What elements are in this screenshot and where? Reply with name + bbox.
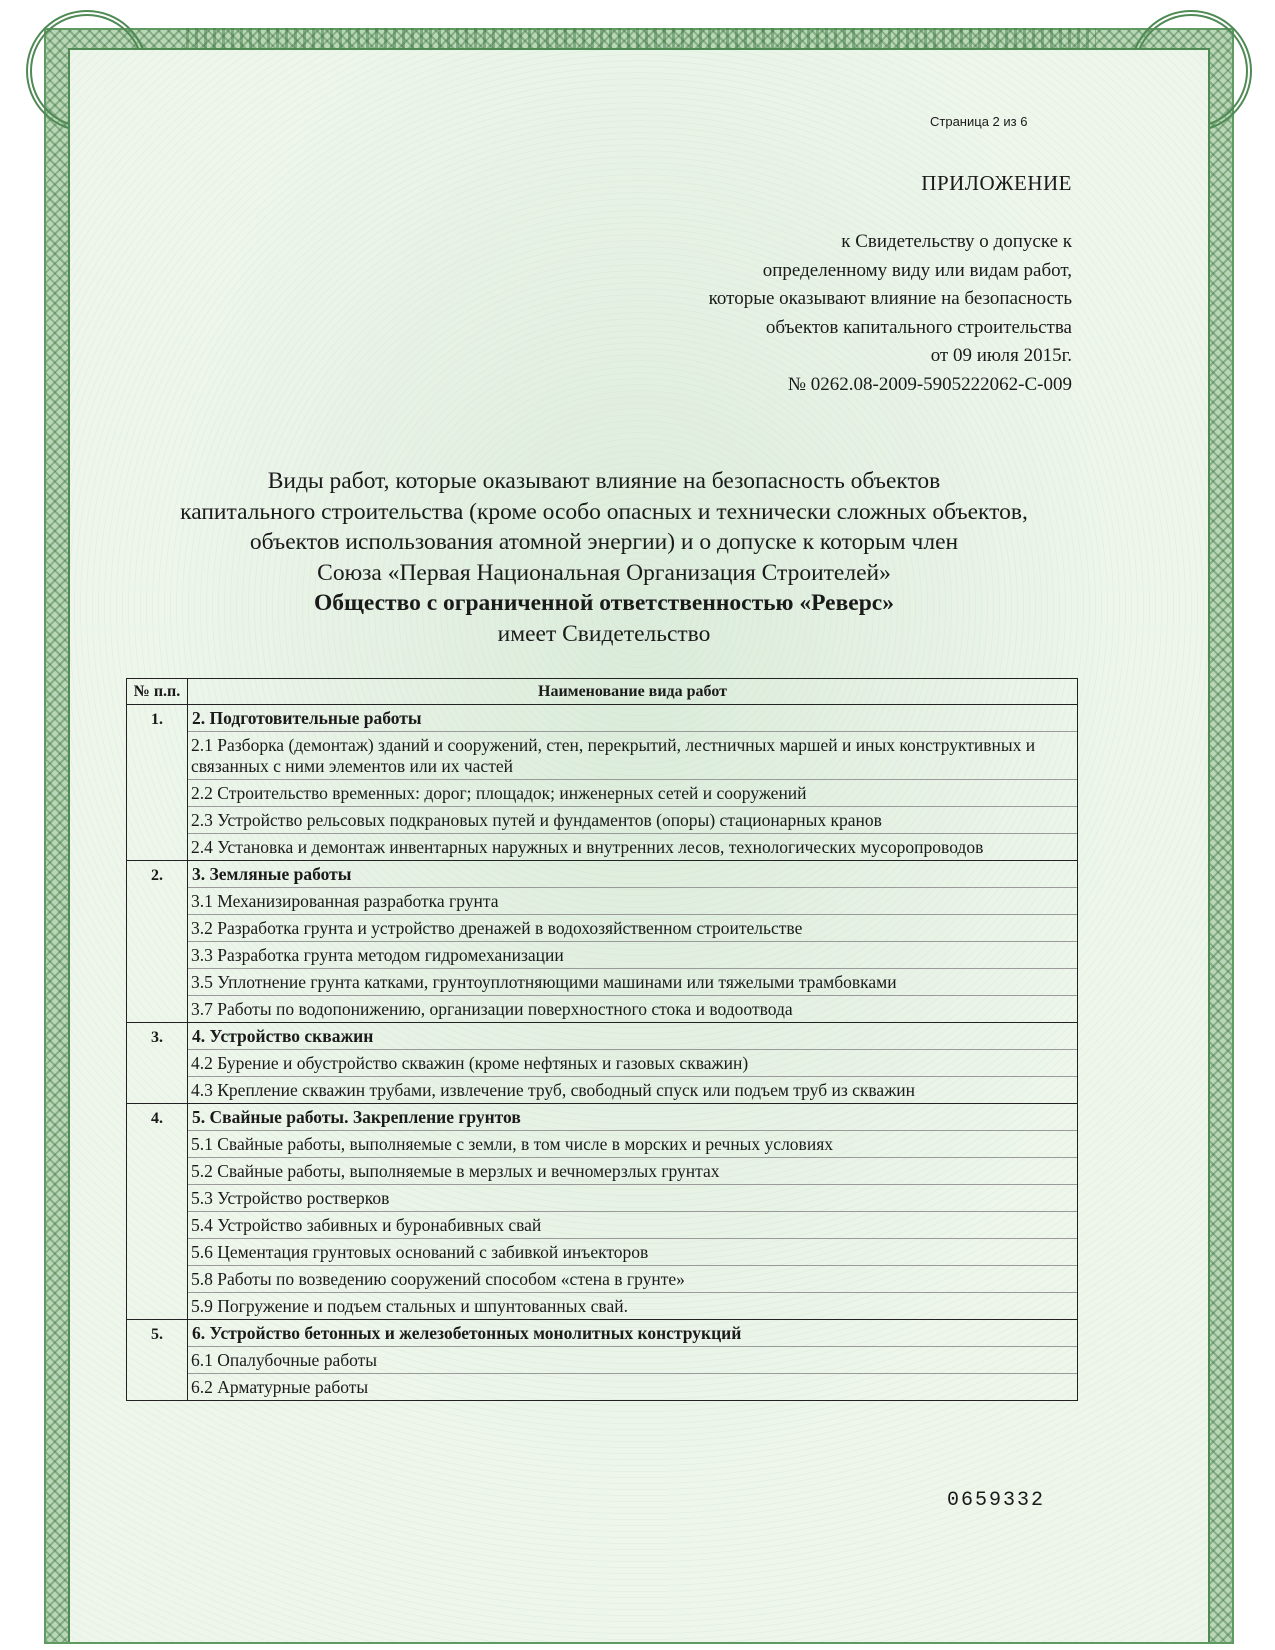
work-item: 5.1 Свайные работы, выполняемые с земли, в том числе в морских и речных условиях bbox=[188, 1130, 1077, 1157]
work-group-title: 5. Свайные работы. Закрепление грунтов bbox=[192, 1107, 521, 1127]
work-item: 4.3 Крепление скважин трубами, извлечение труб, свободный спуск или подъем труб из скважин bbox=[188, 1076, 1077, 1103]
table-row bbox=[127, 861, 1078, 1023]
work-group-title: 3. Земляные работы bbox=[192, 864, 352, 884]
row-number: 3. bbox=[127, 1023, 188, 1104]
work-item: 5.9 Погружение и подъем стальных и шпунтованных свай. bbox=[188, 1292, 1077, 1319]
work-group-cell bbox=[188, 705, 1078, 861]
work-item: 3.1 Механизированная разработка грунта bbox=[188, 887, 1077, 914]
heading-line: Виды работ, которые оказывают влияние на безопасность объектов bbox=[267, 468, 941, 494]
table-row bbox=[127, 1320, 1078, 1401]
heading-line: Союза «Первая Национальная Организация Строителей» bbox=[317, 559, 891, 586]
heading-line: объектов использования атомной энергии) и о допуске к которым член bbox=[249, 529, 959, 555]
work-group-cell bbox=[188, 861, 1078, 1023]
work-item: 2.2 Строительство временных: дорог; площадок; инженерных сетей и сооружений bbox=[188, 779, 1077, 806]
work-item: 6.2 Арматурные работы bbox=[188, 1373, 1077, 1400]
appendix-line: которые оказывают влияние на безопасность bbox=[708, 288, 1072, 309]
serial-number: 0659332 bbox=[947, 1489, 1046, 1512]
work-item: 2.4 Установка и демонтаж инвентарных наружных и внутренних лесов, технологических мусоропроводов bbox=[188, 833, 1077, 860]
work-group-cell bbox=[188, 1104, 1078, 1320]
table-row bbox=[127, 705, 1078, 861]
appendix-line: объектов капитального строительства bbox=[765, 316, 1072, 338]
table-body bbox=[127, 705, 1078, 1401]
organization-name: Общество с ограниченной ответственностью «Реверс» bbox=[314, 590, 894, 616]
work-item: 3.2 Разработка грунта и устройство дренажей в водохозяйственном строительстве bbox=[188, 914, 1077, 941]
work-group-title: 4. Устройство скважин bbox=[192, 1026, 374, 1046]
work-group-cell bbox=[188, 1320, 1078, 1401]
work-item: 2.1 Разборка (демонтаж) зданий и сооружений, стен, перекрытий, лестничных маршей и иных конструктивных и связанных с ними элементов или их частей bbox=[188, 731, 1077, 779]
table-header-row bbox=[127, 679, 1078, 705]
heading-line: капитального строительства (кроме особо опасных и технически сложных объектов, bbox=[180, 498, 1028, 525]
row-number: 5. bbox=[127, 1320, 188, 1401]
appendix-line: к Свидетельству о допуске к bbox=[841, 231, 1072, 252]
work-item: 2.3 Устройство рельсовых подкрановых путей и фундаментов (опоры) стационарных кранов bbox=[188, 806, 1077, 833]
row-number: 2. bbox=[127, 861, 188, 1023]
appendix-line: определенному виду или видам работ, bbox=[762, 259, 1072, 281]
works-table bbox=[126, 678, 1078, 1401]
work-group-title: 6. Устройство бетонных и железобетонных монолитных конструкций bbox=[192, 1323, 742, 1343]
appendix-date: от 09 июля 2015г. bbox=[930, 345, 1072, 366]
work-item: 5.8 Работы по возведению сооружений способом «стена в грунте» bbox=[188, 1265, 1077, 1292]
work-group-cell bbox=[188, 1023, 1078, 1104]
column-header-name: Наименование вида работ bbox=[188, 679, 1078, 705]
work-item: 4.2 Бурение и обустройство скважин (кроме нефтяных и газовых скважин) bbox=[188, 1049, 1077, 1076]
column-header-number: № п.п. bbox=[127, 679, 188, 705]
work-group-title: 2. Подготовительные работы bbox=[192, 708, 422, 728]
heading-line: имеет Свидетельство bbox=[497, 620, 711, 647]
table-row bbox=[127, 1023, 1078, 1104]
certificate-number: № 0262.08-2009-5905222062-С-009 bbox=[787, 373, 1072, 395]
work-item: 5.3 Устройство ростверков bbox=[188, 1184, 1077, 1211]
row-number: 4. bbox=[127, 1104, 188, 1320]
work-item: 3.5 Уплотнение грунта катками, грунтоуплотняющими машинами или тяжелыми трамбовками bbox=[188, 968, 1077, 995]
page-number: Страница 2 из 6 bbox=[930, 114, 1028, 129]
work-item: 5.6 Цементация грунтовых оснований с забивкой инъекторов bbox=[188, 1238, 1077, 1265]
table-row bbox=[127, 1104, 1078, 1320]
row-number: 1. bbox=[127, 705, 188, 861]
work-item: 5.4 Устройство забивных и буронабивных свай bbox=[188, 1211, 1077, 1238]
document-heading bbox=[44, 466, 1164, 649]
work-item: 5.2 Свайные работы, выполняемые в мерзлых и вечномерзлых грунтах bbox=[188, 1157, 1077, 1184]
appendix-title: ПРИЛОЖЕНИЕ bbox=[921, 171, 1072, 195]
work-item: 3.7 Работы по водопонижению, организации поверхностного стока и водоотвода bbox=[188, 995, 1077, 1022]
appendix-reference bbox=[709, 228, 1072, 399]
work-item: 6.1 Опалубочные работы bbox=[188, 1346, 1077, 1373]
work-item: 3.3 Разработка грунта методом гидромеханизации bbox=[188, 941, 1077, 968]
